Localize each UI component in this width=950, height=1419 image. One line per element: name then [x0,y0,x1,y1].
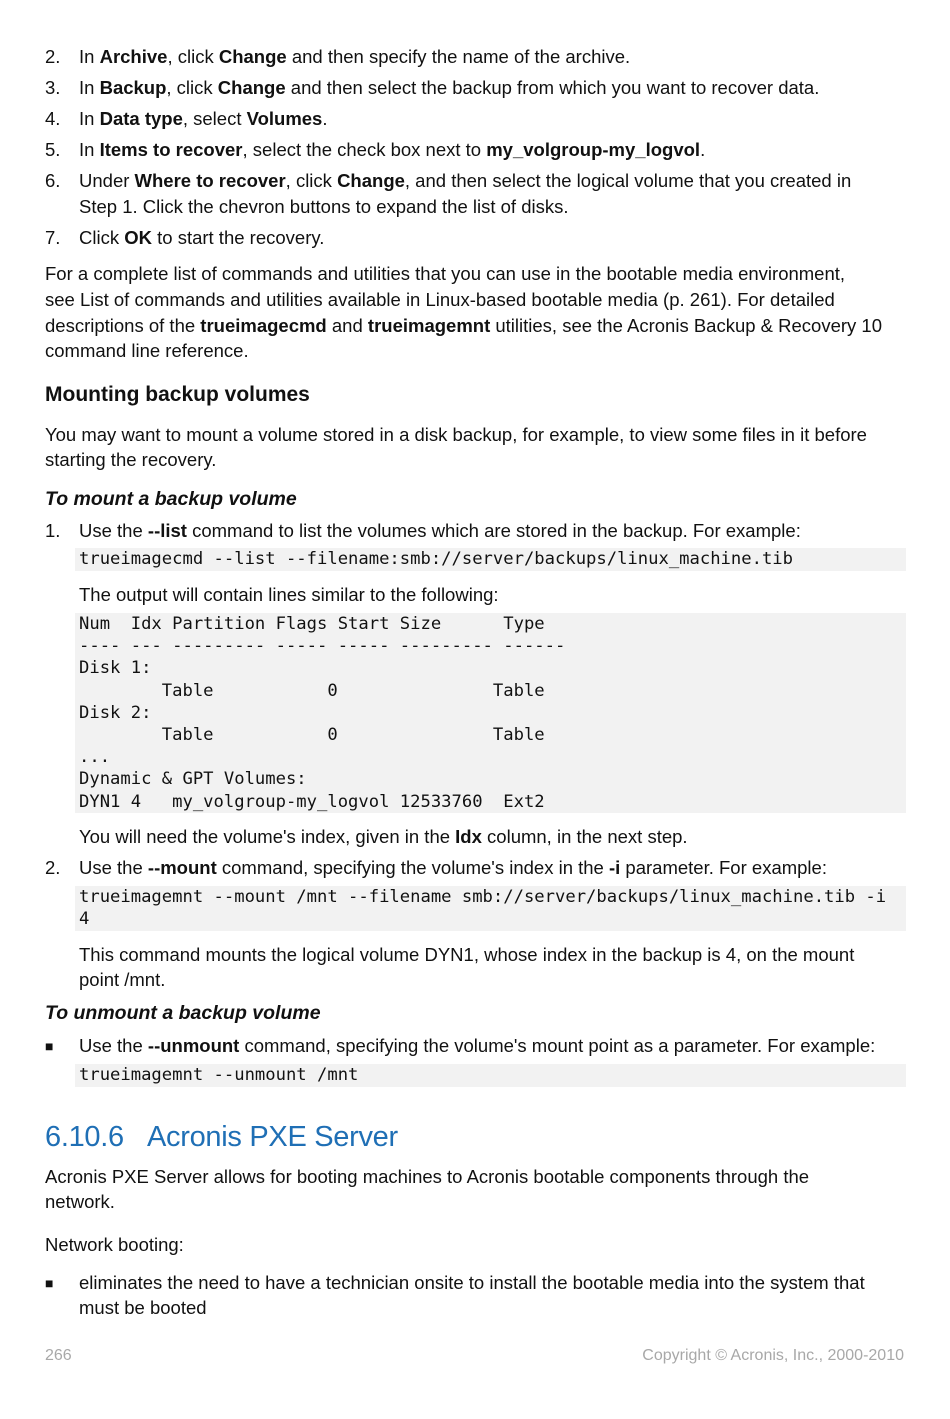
step-4-text [79,107,327,131]
step-7-text [79,226,324,250]
pxe-bullet-line-2: must be booted [79,1297,207,1318]
mount-step-number-1: 1. [45,520,61,541]
text-run: Click [79,227,125,248]
text-run: In [79,46,100,67]
code-block-unmount [75,1064,906,1087]
pxe-bullet-line-1: eliminates the need to have a technician onsite to install the bootable media into the system that [79,1272,865,1293]
text-run: Under [79,170,135,191]
code-mount-text: trueimagemnt --mount /mnt --filename smb://server/backups/linux_machine.tib -i 4 [79,887,887,930]
text-run: , click [167,46,219,67]
section-heading-pxe-server [45,1119,398,1155]
text-run: and [326,315,368,336]
text-run: and then select the backup from which you want to recover data. [285,77,820,98]
text-run: In [79,108,100,129]
step-number-4: 4. [45,108,61,129]
text-run: For a complete list of commands and utilities that you can use in the bootable media environment, [45,263,846,284]
text-run: column, in the next step. [481,826,688,847]
bold-run: Change [218,46,287,67]
bold-run: Where to recover [134,170,286,191]
text-run: Step 1. Click the chevron buttons to expand the list of disks. [79,196,569,217]
step-5-text [79,138,705,162]
bold-run: Items to recover [99,139,243,160]
step-6-text-cont [79,195,569,219]
text-run: and then specify the name of the archive. [286,46,631,67]
bold-run: --mount [147,857,217,878]
unmount-step-text [79,1034,875,1058]
copyright-notice: Copyright © Acronis, Inc., 2000-2010 [642,1347,904,1364]
text-run: , and then select the logical volume that you created in [404,170,852,191]
commands-paragraph-line-4 [45,339,249,363]
step-number-2: 2. [45,46,61,67]
text-run: parameter. For example: [620,857,827,878]
text-run: . [700,139,706,160]
network-booting-label: Network booting: [45,1234,184,1255]
mount-step-2-text [79,856,827,880]
mounting-intro-line-2: starting the recovery. [45,449,217,470]
bold-run: trueimagemnt [367,315,491,336]
code-output-text: Num Idx Partition Flags Start Size Type ---- --- --------- ----- ----- --------- ------ Disk 1: Table 0 Table Disk 2: Table 0 Table ... Dynamic & GPT Volumes: DYN1 4 my_volgroup-my_logvol 12533760 Ext2 [79,614,566,812]
text-run: , select the check box next to [242,139,487,160]
text-run: Use the [79,1035,148,1056]
output-intro: The output will contain lines similar to the following: [79,584,499,605]
commands-paragraph-line-1 [45,262,845,286]
text-run: descriptions of the [45,315,201,336]
text-run: In [79,77,100,98]
bold-run: Volumes [246,108,323,129]
mount-step-number-2: 2. [45,857,61,878]
step-6-text [79,169,851,193]
bold-run: Change [217,77,286,98]
text-run: command, specifying the volume's mount point as a parameter. For example: [239,1035,876,1056]
text-run: utilities, see the Acronis Backup & Recovery 10 [490,315,883,336]
page-number: 266 [45,1347,72,1364]
section-number: 6.10.6 [45,1121,124,1153]
code-block-mount [75,886,906,931]
mounting-intro-line-1: You may want to mount a volume stored in a disk backup, for example, to view some files in it before [45,424,867,445]
bold-run: trueimagecmd [200,315,327,336]
text-run: . [322,108,328,129]
pxe-intro-line-2: network. [45,1191,115,1212]
step-number-7: 7. [45,227,61,248]
code-unmount-text: trueimagemnt --unmount /mnt [79,1065,359,1085]
mount-note-line-1: This command mounts the logical volume DYN1, whose index in the backup is 4, on the mount [79,944,855,965]
step-3-text [79,76,819,100]
bullet-icon: ■ [45,1038,54,1054]
pxe-intro-line-1: Acronis PXE Server allows for booting machines to Acronis bootable components through the [45,1166,810,1187]
text-run: You will need the volume's index, given in the [79,826,456,847]
bold-run: --list [147,520,187,541]
bold-run: Idx [455,826,482,847]
bold-run: Backup [99,77,167,98]
bold-run: my_volgroup-my_logvol [486,139,701,160]
mount-note-line-2: point /mnt. [79,969,166,990]
text-run: Use the [79,857,148,878]
code-block-list [75,548,906,571]
text-run: In [79,139,100,160]
text-run: , select [182,108,247,129]
step-2-text [79,45,630,69]
heading-mounting-backup-volumes: Mounting backup volumes [45,383,310,406]
text-run: command to list the volumes which are stored in the backup. For example: [186,520,801,541]
commands-paragraph-line-2 [45,288,835,312]
text-run: see List of commands and utilities available in Linux-based bootable media (p. 261). For detailed [45,289,835,310]
code-block-output [75,613,906,813]
text-run: Use the [79,520,148,541]
idx-note [79,825,688,849]
bold-run: -i [608,857,621,878]
commands-paragraph-line-3 [45,314,882,338]
text-run: command, specifying the volume's index in the [216,857,609,878]
bold-run: --unmount [147,1035,240,1056]
step-number-5: 5. [45,139,61,160]
bold-run: Archive [99,46,168,67]
subheading-to-mount: To mount a backup volume [45,488,297,510]
subheading-to-unmount: To unmount a backup volume [45,1002,321,1024]
step-number-3: 3. [45,77,61,98]
code-list-text: trueimagecmd --list --filename:smb://server/backups/linux_machine.tib [79,549,793,569]
section-title: Acronis PXE Server [147,1121,398,1153]
text-run: to start the recovery. [151,227,325,248]
text-run: command line reference. [45,340,249,361]
bold-run: Data type [99,108,183,129]
text-run: , click [285,170,338,191]
bold-run: Change [337,170,405,191]
step-number-6: 6. [45,170,61,191]
bullet-icon: ■ [45,1275,54,1291]
bold-run: OK [124,227,152,248]
text-run: , click [166,77,218,98]
mount-step-1-text [79,519,801,543]
